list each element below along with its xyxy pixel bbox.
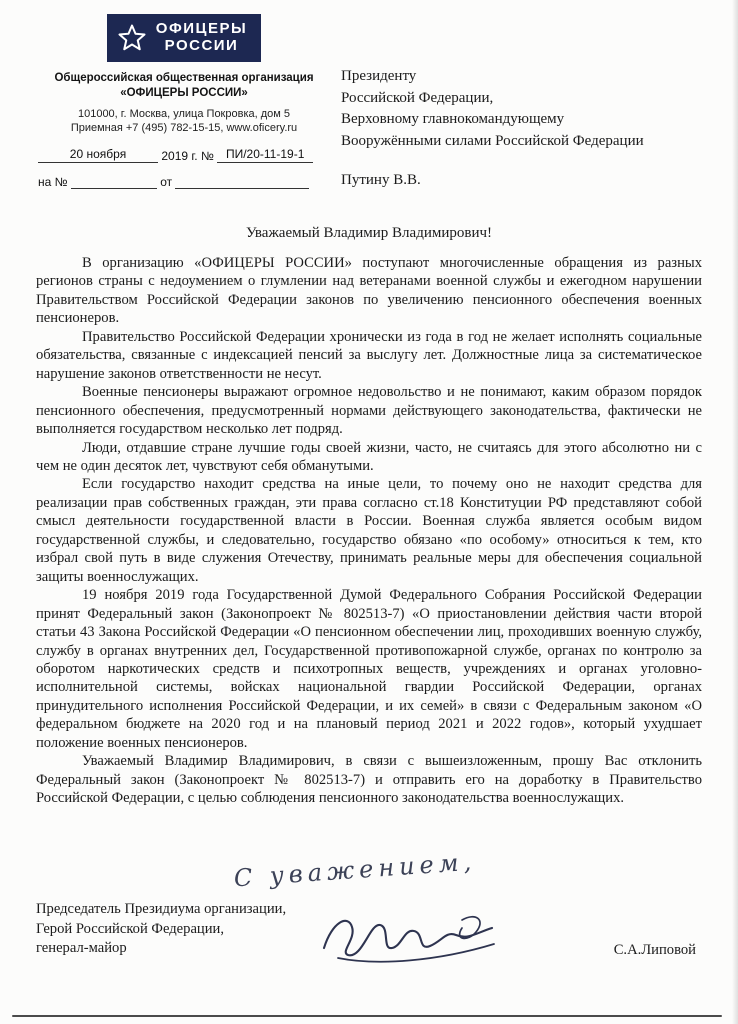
ref-from-blank-field [175,173,309,189]
signer-position-line: Председатель Президиума организации, [36,901,287,917]
doc-ref-row [38,173,330,189]
year-number-label: 2019 г. № [161,148,214,163]
org-logo [107,14,261,62]
doc-meta [38,147,330,189]
date-field: 20 ноября [38,147,158,163]
body-paragraph: 19 ноября 2019 года Государственной Думой Федерального Собрания Российской Федерации принят Федеральный закон (Законопроект № 802513-7) «О приостановлении действия части второй статьи 43 Закона Российской Федерации «О пенсионном обеспечении лиц, проходивших военную службу, службу в органах внутренних дел, Государственной противопожарной службе, органах по контролю за оборотом наркотических средств и психотропных веществ, учреждениях и органах уголовно-исполнительной системы, войсках национальной гвардии Российской Федерации, органах принудительного исполнения Российской Федерации, и их семей» в связи с Федеральным законом «О федеральном бюджете на 2020 год и на плановый период 2021 и 2022 годов», который ухудшает положение военных пенсионеров. [36,587,702,751]
handwritten-closing: С уважением, [232,847,478,893]
logo-text [156,21,247,55]
signer-position-line: Герой Российской Федерации, [36,920,224,937]
doc-date-row [38,147,330,163]
logo-line1: ОФИЦЕРЫ [155,20,248,37]
signer-position [36,900,286,959]
ref-no-blank-field [71,173,157,189]
logo-line2: РОССИИ [164,36,239,54]
addressee-line: Российской Федерации, [341,89,494,106]
body-paragraph: Если государство находит средства на иные цели, то почему оно не находит средства для реализации прав собственных граждан, эти права согласно ст.18 Конституции РФ представляют собой смысл деятельности государственной власти в России. Военная служба является особым видом государственной службы, и следовательно, государство обязано «по особому» относиться к тем, кто избрал свой путь в виде служения Отечеству, принимать реальные меры для обеспечения социальной защиты военнослужащих. [36,476,702,585]
addressee-name: Путину В.В. [341,172,421,189]
letterhead [38,14,330,189]
ref-from-label: от [160,174,173,189]
signer-name: С.А.Липовой [613,942,696,958]
org-address-block [38,107,330,136]
signature-autograph-icon [316,906,506,968]
signature-block [36,900,702,978]
addressee-line: Президенту [341,68,417,84]
scan-artifact-line [12,1015,722,1017]
body-paragraph: Уважаемый Владимир Владимирович, в связи с вышеизложенным, прошу Вас отклонить Федеральный закон (Законопроект № 802513-7) и отправить его на доработку в Правительство Российской Федерации, с целью соблюдения пенсионного законодательства военнослужащих. [36,753,702,807]
org-address-line: 101000, г. Москва, улица Покровка, дом 5 [77,107,291,120]
star-icon [117,23,147,53]
body-paragraph: Правительство Российской Федерации хронически из года в год не желает исполнять социальные обязательства, связанные с индексацией пенсий за выслугу лет. Должностные лица за систематическое нарушение законов ответственности не несут. [36,328,702,382]
addressee-line: Верховному главнокомандующему [341,111,565,128]
org-contact-line: Приемная +7 (495) 782-15-15, www.oficery.ru [70,122,298,135]
body-paragraph: Люди, отдавшие стране лучшие годы своей жизни, часто, не считаясь для этого абсолютно ни с чем не один десяток лет, чувствуют себя обманутыми. [36,439,702,474]
addressee-block [341,66,713,192]
org-type-line: Общероссийская общественная организация [54,71,314,84]
ref-no-label: на № [38,174,68,189]
letter-body [36,254,702,808]
org-name-line: «ОФИЦЕРЫ РОССИИ» [120,86,248,99]
scan-edge-shadow [732,0,738,1024]
body-paragraph: Военные пенсионеры выражают огромное недовольство и не понимают, каким образом порядок пенсионного обеспечения, предусмотренный нормами действующего законодательства, фактически не выполняется государством несколько лет подряд. [36,384,702,438]
doc-number-field: ПИ/20-11-19-1 [217,147,313,163]
salutation: Уважаемый Владимир Владимирович! [245,225,493,241]
signer-position-line: генерал-майор [36,940,127,957]
addressee-line: Вооружёнными силами Российской Федерации [341,132,644,149]
body-paragraph: В организацию «ОФИЦЕРЫ РОССИИ» поступают многочисленные обращения из разных регионов страны с недоумением о глумлении над ветеранами военной службы и ежегодном нарушении Правительством Российской Федерации законов по увеличению пенсионного обеспечения военных пенсионеров. [36,255,702,327]
